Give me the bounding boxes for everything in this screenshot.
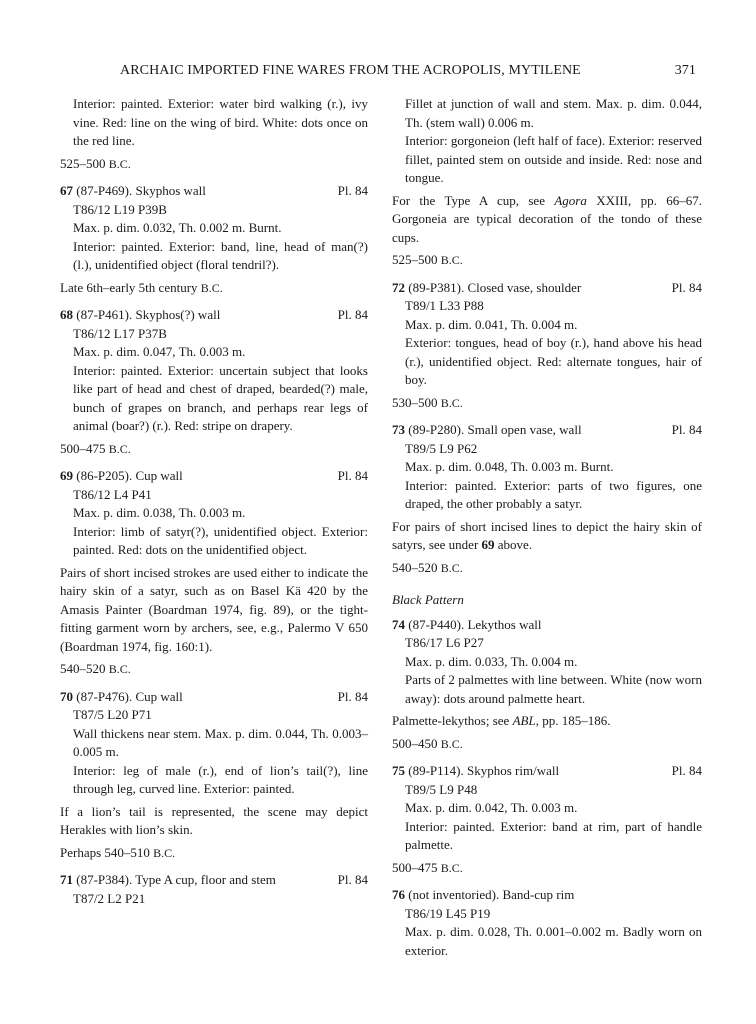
entry-72-description: Exterior: tongues, head of boy (r.), hand above his head (r.), unidentified object. Red: alternate tongues, hair of boy. [405, 335, 702, 387]
entry-72-plate: Pl. 84 [671, 279, 702, 295]
entry-73-description: Interior: painted. Exterior: parts of two figures, one draped, the other probably a satyr. [405, 477, 702, 511]
right-column [392, 95, 702, 960]
running-header [120, 62, 696, 81]
catalog-entry-68 [60, 306, 368, 458]
entry-74-heading: 74 (87-P440). Lekythos wall [392, 616, 542, 632]
entry-73-dimensions: Max. p. dim. 0.048, Th. 0.003 m. Burnt. [405, 459, 614, 474]
entry-67-date: Late 6th–early 5th century B.C. [60, 279, 223, 295]
entry-67-heading: 67 (87-P469). Skyphos wall Pl. 84 [60, 182, 368, 201]
catalog-entry-67 [60, 182, 368, 297]
entry-76-location: T86/19 L45 P19 [405, 905, 491, 921]
catalog-entry-73 [392, 421, 702, 577]
entry-69-date: 540–520 B.C. [60, 661, 131, 676]
entry-68-heading: 68 (87-P461). Skyphos(?) wall Pl. 84 [60, 306, 368, 325]
catalog-entry-74 [392, 616, 702, 754]
entry-75-heading: 75 (89-P114). Skyphos rim/wall Pl. 84 [392, 762, 702, 781]
catalog-entry-76 [392, 886, 702, 960]
entry-67-location: T86/12 L19 P39B [73, 201, 167, 217]
entry-66-date: 525–500 B.C. [60, 155, 131, 171]
entry-70-location: T87/5 L20 P71 [73, 707, 152, 722]
entry-70-description: Interior: leg of male (r.), end of lion’s tail(?), line through leg, curved line. Exterior: painted. [73, 762, 368, 796]
entry-71-plate: Pl. 84 [337, 872, 368, 887]
entry-74-comment: Palmette-lekythos; see ABL, pp. 185–186. [392, 713, 611, 728]
entry-75-description: Interior: painted. Exterior: band at rim, part of handle palmette. [405, 818, 702, 852]
entry-74-location: T86/17 L6 P27 [405, 635, 484, 650]
entry-67-plate: Pl. 84 [337, 183, 368, 198]
entry-74-description: Parts of 2 palmettes with line between. White (now worn away): dots around palmette heart. [405, 672, 702, 706]
page-number: 371 [674, 63, 696, 78]
entry-76-dimensions: Max. p. dim. 0.028, Th. 0.001–0.002 m. Badly worn on exterior. [405, 924, 702, 958]
entry-70-plate: Pl. 84 [337, 688, 368, 704]
left-column [60, 95, 368, 908]
catalog-entry-71 [60, 871, 368, 908]
entry-72-date: 530–500 B.C. [392, 394, 463, 410]
catalog-entry-75 [392, 762, 702, 877]
catalog-entry-72 [392, 279, 702, 413]
entry-73-date: 540–520 B.C. [392, 559, 463, 575]
entry-69-dimensions: Max. p. dim. 0.038, Th. 0.003 m. [73, 505, 246, 520]
entry-71-dimensions: Fillet at junction of wall and stem. Max. p. dim. 0.044, Th. (stem wall) 0.006 m. [405, 96, 702, 130]
entry-73-heading: 73 (89-P280). Small open vase, wall Pl. 84 [392, 421, 702, 440]
entry-69-description: Interior: limb of satyr(?), unidentified object. Exterior: painted. Red: dots on the unidentified object. [73, 523, 368, 557]
entry-75-plate: Pl. 84 [671, 763, 702, 778]
entry-69-location: T86/12 L4 P41 [73, 486, 152, 502]
entry-68-dimensions: Max. p. dim. 0.047, Th. 0.003 m. [73, 344, 246, 359]
entry-71-location: T87/2 L2 P21 [73, 890, 146, 906]
entry-74-date: 500–450 B.C. [392, 735, 463, 751]
entry-68-date: 500–475 B.C. [60, 440, 131, 456]
entry-68-description: Interior: painted. Exterior: uncertain subject that looks like part of head and chest of draped, bearded(?) male, bunch of grapes on branch, and perhaps rear legs of animal (boar?) (r.). Red: stripe on drapery. [73, 362, 368, 433]
entry-71-description: Interior: gorgoneion (left half of face). Exterior: reserved fillet, painted stem on outside and inside. Red: nose and tongue. [405, 133, 702, 185]
entry-69-comment: Pairs of short incised strokes are used either to indicate the hairy skin of a satyr, such as on Basel Kä 420 by the Amasis Painter (Boardman 1974, fig. 89), or the tight-fitting garment worn by archers, see, e.g., Palermo V 650 (Boardman 1974, fig. 160:1). [60, 564, 368, 654]
entry-73-location: T89/5 L9 P62 [405, 440, 478, 456]
entry-72-location: T89/1 L33 P88 [405, 298, 484, 313]
catalog-entry-69 [60, 467, 368, 679]
entry-74-dimensions: Max. p. dim. 0.033, Th. 0.004 m. [405, 653, 578, 669]
entry-73-plate: Pl. 84 [671, 422, 702, 437]
entry-70-comment: If a lion’s tail is represented, the scene may depict Herakles with lion’s skin. [60, 803, 368, 837]
entry-72-dimensions: Max. p. dim. 0.041, Th. 0.004 m. [405, 316, 578, 332]
entry-66-description: Interior: painted. Exterior: water bird walking (r.), ivy vine. Red: line on the wing of bird. White: dots once on the red line. [73, 96, 368, 148]
entry-71-comment: For the Type A cup, see Agora XXIII, pp. 66–67. Gorgoneia are typical decoration of the tondo of these cups. [392, 192, 703, 245]
entry-70-heading: 70 (87-P476). Cup wall Pl. 84 [60, 688, 368, 707]
entry-71-date: 525–500 B.C. [392, 252, 463, 267]
entry-76-heading: 76 (not inventoried). Band-cup rim [392, 887, 575, 902]
entry-72-heading: 72 (89-P381). Closed vase, shoulder Pl. 84 [392, 279, 702, 298]
entry-75-dimensions: Max. p. dim. 0.042, Th. 0.003 m. [405, 800, 578, 815]
entry-67-dimensions: Max. p. dim. 0.032, Th. 0.002 m. Burnt. [73, 220, 282, 235]
entry-75-location: T89/5 L9 P48 [405, 781, 478, 797]
entry-70-date: Perhaps 540–510 B.C. [60, 844, 176, 860]
catalog-entry-70 [60, 688, 368, 863]
entry-75-date: 500–475 B.C. [392, 859, 463, 875]
entry-73-comment: For pairs of short incised lines to depict the hairy skin of satyrs, see under 69 above. [392, 518, 702, 552]
entry-68-plate: Pl. 84 [337, 307, 368, 322]
entry-69-plate: Pl. 84 [337, 468, 368, 483]
entry-71-heading: 71 (87-P384). Type A cup, floor and stem Pl. 84 [60, 871, 368, 890]
section-heading-black-pattern: Black Pattern [392, 592, 464, 607]
entry-70-dimensions: Wall thickens near stem. Max. p. dim. 0.044, Th. 0.003–0.005 m. [73, 725, 368, 759]
entry-69-heading: 69 (86-P205). Cup wall Pl. 84 [60, 467, 368, 486]
running-title: ARCHAIC IMPORTED FINE WARES FROM THE ACROPOLIS, MYTILENE [120, 63, 581, 78]
entry-67-description: Interior: painted. Exterior: band, line, head of man(?) (l.), unidentified object (floral tendril?). [73, 238, 368, 272]
entry-68-location: T86/12 L17 P37B [73, 325, 167, 341]
